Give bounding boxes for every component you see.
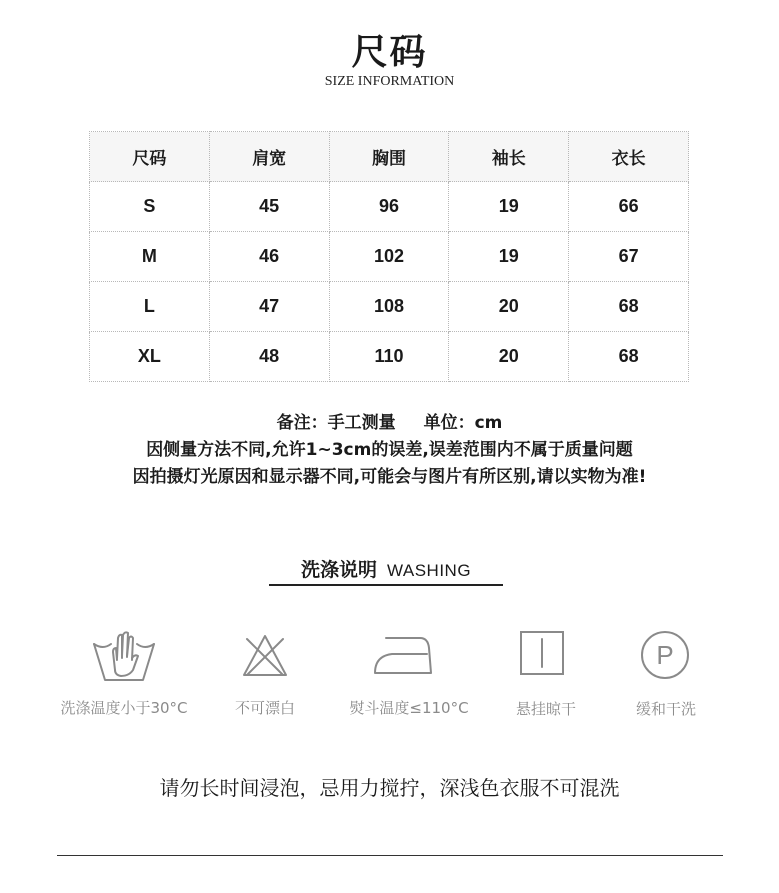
table-cell: 47 (209, 282, 329, 332)
table-cell: 46 (209, 232, 329, 282)
dry-clean-p-icon (640, 630, 690, 680)
dry-clean-label: 缓和干洗 (635, 700, 696, 718)
hang-dry-label: 悬挂晾干 (515, 700, 576, 718)
column-header: 尺码 (90, 132, 210, 182)
washing-title-en: WASHING (386, 561, 472, 580)
table-cell: 110 (329, 332, 449, 382)
table-cell: L (90, 282, 210, 332)
table-cell: M (90, 232, 210, 282)
table-row (90, 332, 689, 382)
table-header-row (90, 132, 689, 182)
page-title: 尺码 (351, 32, 428, 73)
unit-text: 单位：cm (423, 413, 503, 433)
notes-line-2: 因侧量方法不同,允许1~3cm的误差,误差范围内不属于质量问题 (146, 440, 633, 460)
hang-dry-icon (519, 630, 565, 676)
table-cell: 20 (449, 332, 569, 382)
table-row (90, 182, 689, 232)
notes-line-3: 因拍摄灯光原因和显示器不同,可能会与图片有所区别,请以实物为准! (132, 467, 647, 487)
table-cell: 66 (569, 182, 689, 232)
table-row (90, 232, 689, 282)
washing-title-cn: 洗涤说明 (300, 559, 377, 581)
table-cell: XL (90, 332, 210, 382)
table-cell: 19 (449, 182, 569, 232)
table-cell: 108 (329, 282, 449, 332)
column-header: 肩宽 (209, 132, 329, 182)
no-bleach-icon (241, 633, 289, 679)
table-cell: 20 (449, 282, 569, 332)
column-header: 胸围 (329, 132, 449, 182)
notes-line-1 (0, 410, 779, 437)
table-cell: 68 (569, 282, 689, 332)
iron-icon (372, 634, 434, 676)
column-header: 袖长 (449, 132, 569, 182)
iron-label: 熨斗温度≤110°C (349, 699, 469, 717)
bottom-divider (57, 855, 723, 856)
table-cell: 19 (449, 232, 569, 282)
table-cell: 102 (329, 232, 449, 282)
table-cell: 45 (209, 182, 329, 232)
table-cell: 96 (329, 182, 449, 232)
hand-wash-label: 洗涤温度小于30°C (60, 699, 188, 717)
table-cell: 68 (569, 332, 689, 382)
column-header: 衣长 (569, 132, 689, 182)
washing-title (269, 555, 503, 586)
washing-warning: 请勿长时间浸泡，忌用力搅拧，深浅色衣服不可混洗 (159, 776, 620, 800)
no-bleach-label: 不可漂白 (234, 699, 295, 717)
hand-wash-icon (91, 630, 157, 684)
page-subtitle: SIZE INFORMATION (324, 74, 455, 89)
svg-text:P: P (656, 640, 674, 670)
notes-block (0, 410, 779, 491)
remark-text: 备注：手工测量 (276, 413, 396, 433)
table-cell: S (90, 182, 210, 232)
table-row (90, 282, 689, 332)
table-cell: 48 (209, 332, 329, 382)
size-table (89, 131, 689, 382)
table-cell: 67 (569, 232, 689, 282)
